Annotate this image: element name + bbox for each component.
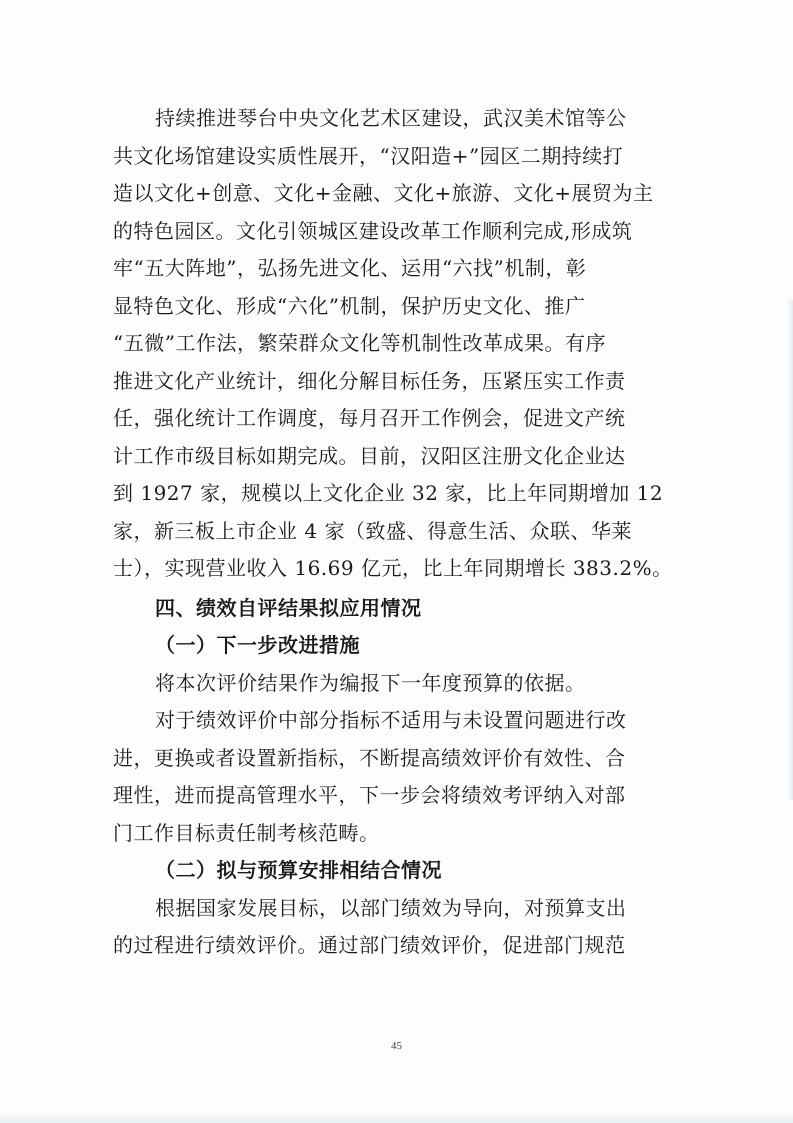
paragraph-line: 任，强化统计工作调度，每月召开工作例会，促进文产统	[113, 406, 626, 430]
paragraph-line: 造以文化+创意、文化+金融、文化+旅游、文化+展贸为主	[113, 181, 654, 205]
document-body	[113, 100, 673, 965]
paragraph-line: 士），实现营业收入 16.69 亿元，比上年同期增长 383.2%。	[113, 556, 673, 580]
scan-bottom-band	[0, 1111, 793, 1123]
paragraph-line: 显特色文化、形成“六化”机制，保护历史文化、推广	[113, 293, 586, 318]
section-heading: 四、绩效自评结果拟应用情况	[155, 595, 422, 620]
paragraph-line: 将本次评价结果作为编报下一年度预算的依据。	[155, 670, 586, 695]
paragraph-line: 的特色园区。文化引领城区建设改革工作顺利完成,形成筑	[113, 218, 633, 243]
paragraph-line: 理性，进而提高管理水平，下一步会将绩效考评纳入对部	[113, 783, 626, 807]
paragraph-line: 共文化场馆建设实质性展开，“汉阳造+”园区二期持续打	[113, 143, 624, 168]
paragraph-line: 门工作目标责任制考核范畴。	[113, 820, 380, 845]
page-number: 45	[391, 1040, 402, 1052]
subsection-heading: （一）下一步改进措施	[155, 633, 360, 657]
paragraph-line: 根据国家发展目标，以部门绩效为导向，对预算支出	[155, 895, 627, 920]
paragraph-line: 推进文化产业统计，细化分解目标任务，压紧压实工作责	[113, 368, 626, 393]
paragraph-line: “五微”工作法，繁荣群众文化等机制性改革成果。有序	[113, 331, 606, 355]
paragraph-line: 到 1927 家，规模以上文化企业 32 家，比上年同期增加 12	[113, 481, 664, 505]
paragraph-line: 家，新三板上市企业 4 家（致盛、得意生活、众联、华莱	[113, 518, 632, 543]
paragraph-line: 计工作市级目标如期完成。目前，汉阳区注册文化企业达	[113, 443, 626, 468]
paragraph-line: 进，更换或者设置新指标，不断提高绩效评价有效性、合	[113, 745, 626, 770]
paragraph-line: 持续推进琴台中央文化艺术区建设，武汉美术馆等公	[155, 106, 627, 130]
paragraph-line: 牢“五大阵地”，弘扬先进文化、运用“六找”机制，彰	[113, 256, 587, 280]
paragraph-line: 的过程进行绩效评价。通过部门绩效评价，促进部门规范	[113, 933, 626, 957]
scan-edge-shadow	[787, 300, 793, 800]
paragraph-line: 对于绩效评价中部分指标不适用与未设置问题进行改	[155, 708, 627, 732]
subsection-heading: （二）拟与预算安排相结合情况	[155, 858, 442, 882]
